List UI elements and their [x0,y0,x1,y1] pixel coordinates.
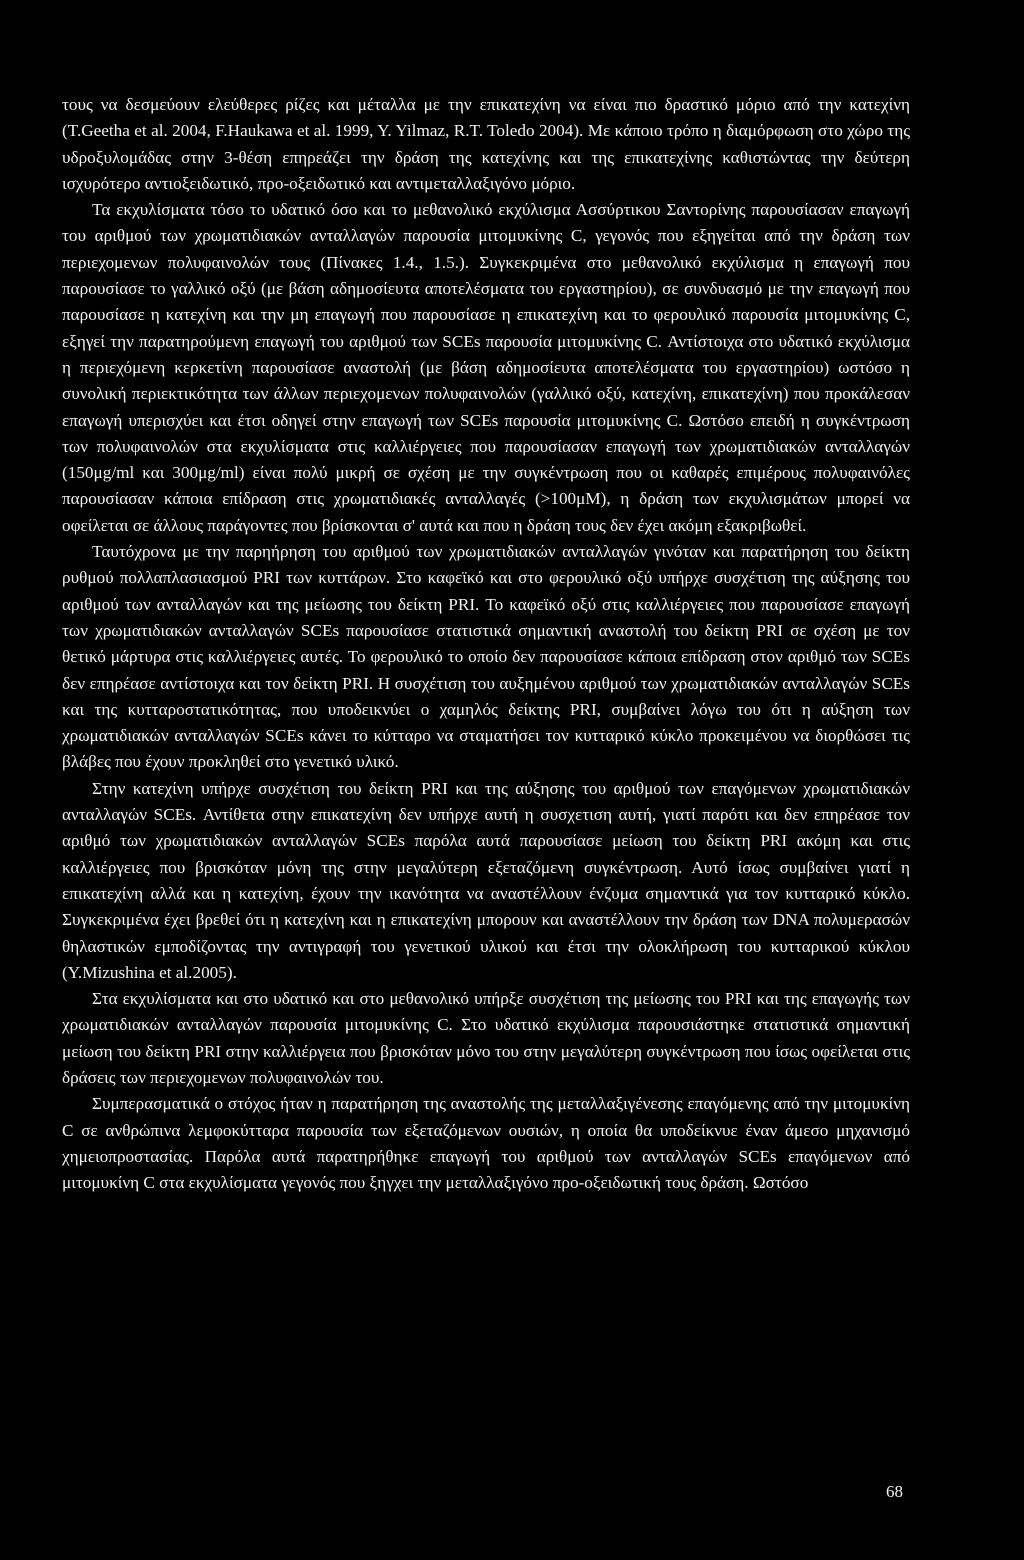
document-body [62,92,910,1196]
paragraph-2: Τα εκχυλίσματα τόσο το υδατικό όσο και το μεθανολικό εκχύλισμα Ασσύρτικου Σαντορίνης παρουσίασαν επαγωγή του αριθμού των χρωματιδιακών ανταλλαγών παρουσία μιτομυκίνης C, γεγονός που εξηγείται από την δράση των περιεχομενων πολυφαινολών τους (Πίνακες 1.4., 1.5.). Συγκεκριμένα στο μεθανολικό εκχύλισμα η επαγωγή που παρουσίασε το γαλλικό οξύ (με βάση αδημοσίευτα αποτελέσματα του εργαστηρίου), σε συνδυασμό με την επαγωγή που παρουσίασε η κατεχίνη και την μη επαγωγή που παρουσίασε η επικατεχίνη και το φερουλικό παρουσία μιτομυκίνης C, εξηγεί την παρατηρούμενη επαγωγή του αριθμού των SCEs παρουσία μιτομυκίνης C. Αντίστοιχα στο υδατικό εκχύλισμα η περιεχόμενη κερκετίνη παρουσίασε αναστολή (με βάση αδημοσίευτα αποτελέσματα του εργαστηρίου) ωστόσο η συνολική περιεκτικότητα των άλλων περιεχομενων πολυφαινολών (γαλλικό οξύ, κατεχίνη, επικατεχίνη) που προκάλεσαν επαγωγή υπερισχύει και έτσι οδηγεί στην επαγωγή των SCEs παρουσία μιτομυκίνης C. Ωστόσο επειδή η συγκέντρωση των πολυφαινολών στα εκχυλίσματα στις καλλιέργειες που παρουσίασαν επαγωγή των χρωματιδιακών ανταλλαγών (150μg/ml και 300μg/ml) είναι πολύ μικρή σε σχέση με την συγκέντρωση που οι καθαρές επιμέρους πολυφαινόλες παρουσίασαν κάποια επίδραση στις χρωματιδιακές ανταλλαγές (>100μΜ), η δράση των εκχυλισμάτων μπορεί να οφείλεται σε άλλους παράγοντες που βρίσκονται σ' αυτά και που η δράση τους δεν έχει ακόμη εξακριβωθεί. [62,200,910,535]
paragraph-6: Συμπερασματικά ο στόχος ήταν η παρατήρηση της αναστολής της μεταλλαξιγένεσης επαγόμενης από την μιτομυκίνη C σε ανθρώπινα λεμφοκύτταρα παρουσία των εξεταζόμενων ουσιών, η οποία θα υποδείκνυε έναν άμεσο μηχανισμό χημειοπροστασίας. Παρόλα αυτά παρατηρήθηκε επαγωγή του αριθμού των ανταλλαγών SCEs επαγόμενων από μιτομυκίνη C στα εκχυλίσματα γεγονός που ξηγχει την μεταλλαξιγόνο προ-οξειδωτική τους δράση. Ωστόσο [62,1094,910,1193]
paragraph-1: τους να δεσμεύουν ελεύθερες ρίζες και μέταλλα με την επικατεχίνη να είναι πιο δραστικό μόριο από την κατεχίνη (T.Geetha et al. 2004, F.Haukawa et al. 1999, Y. Yilmaz, R.T. Toledo 2004). Με κάποιο τρόπο η διαμόρφωση στο χώρο της υδροξυλομάδας στην 3-θέση επηρεάζει την δράση της κατεχίνης και της επικατεχίνης καθιστώντας την δεύτερη ισχυρότερο αντιοξειδωτικό, προ-οξειδωτικό και αντιμεταλλαξιγόνο μόριο. [62,95,910,193]
paragraph-5: Στα εκχυλίσματα και στο υδατικό και στο μεθανολικό υπήρξε συσχέτιση της μείωσης του PRI και της επαγωγής των χρωματιδιακών ανταλλαγών παρουσία μιτομυκίνης C. Στο υδατικό εκχύλισμα παρουσιάστηκε στατιστικά σημαντική μείωση του δείκτη PRI στην καλλιέργεια που βρισκόταν μόνο του στην μεγαλύτερη συγκέντρωση που ίσως οφείλεται στις δράσεις των περιεχομενων πολυφαινολών του. [62,989,910,1087]
paragraph-3: Ταυτόχρονα με την παρηήρηση του αριθμού των χρωματιδιακών ανταλλαγών γινόταν και παρατήρηση του δείκτη ρυθμού πολλαπλασιασμού PRI των κυττάρων. Στο καφεϊκό και στο φερουλικό οξύ υπήρχε συσχέτιση της αύξησης του αριθμού των ανταλλαγών και της μείωσης του δείκτη PRI. Το καφεϊκό οξύ στις καλλιέργειες που παρουσίασε επαγωγή των χρωματιδιακών ανταλλαγών SCEs παρουσίασε στατιστικά σημαντική αναστολή του δείκτη PRI σε σχέση με τον θετικό μάρτυρα στις καλλιέργειες αυτές. Το φερουλικό το οποίο δεν παρουσίασε κάποια επίδραση στον αριθμό των SCEs δεν επηρέασε αντίστοιχα και τον δείκτη PRI. Η συσχέτιση του αυξημένου αριθμού των χρωματιδιακών ανταλλαγών SCEs και της κυτταροστατικότητας, που υποδεικνύει ο χαμηλός δείκτης PRI, συμβαίνει λόγω του ότι η αύξηση των χρωματιδιακών ανταλλαγών SCEs κάνει το κύτταρο να σταματήσει τον κυτταρικό κύκλο προκειμένου να διορθώσει τις βλάβες που έχουν προκληθεί στο γενετικό υλικό. [62,542,910,772]
paragraph-4: Στην κατεχίνη υπήρχε συσχέτιση του δείκτη PRI και της αύξησης του αριθμού των επαγόμενων χρωματιδιακών ανταλλαγών SCEs. Αντίθετα στην επικατεχίνη δεν υπήρχε αυτή η συσχετιση αυτή, γιατί παρότι και δεν επηρέασε τον αριθμό των χρωματιδιακών ανταλλαγών SCEs παρόλα αυτά παρουσίασε μείωση του δείκτη PRI ακόμη και στις καλλιέργειες που βρισκόταν μόνη της στην μεγαλύτερη εξεταζόμενη συγκέντρωση. Αυτό ίσως συμβαίνει γιατί η επικατεχίνη αλλά και η κατεχίνη, έχουν την ικανότητα να αναστέλλουν ένζυμα σημαντικά για τον κυτταρικό κύκλο. Συγκεκριμένα έχει βρεθεί ότι η κατεχίνη και η επικατεχίνη μπορουν και αναστέλλουν την δράση των DNA πολυμερασών θηλαστικών εμποδίζοντας την αντιγραφή του γενετικού υλικού και έτσι την ολοκλήρωση του κυτταρικού κύκλου (Y.Mizushina et al.2005). [62,778,910,982]
page-number: 68 [886,1482,903,1501]
